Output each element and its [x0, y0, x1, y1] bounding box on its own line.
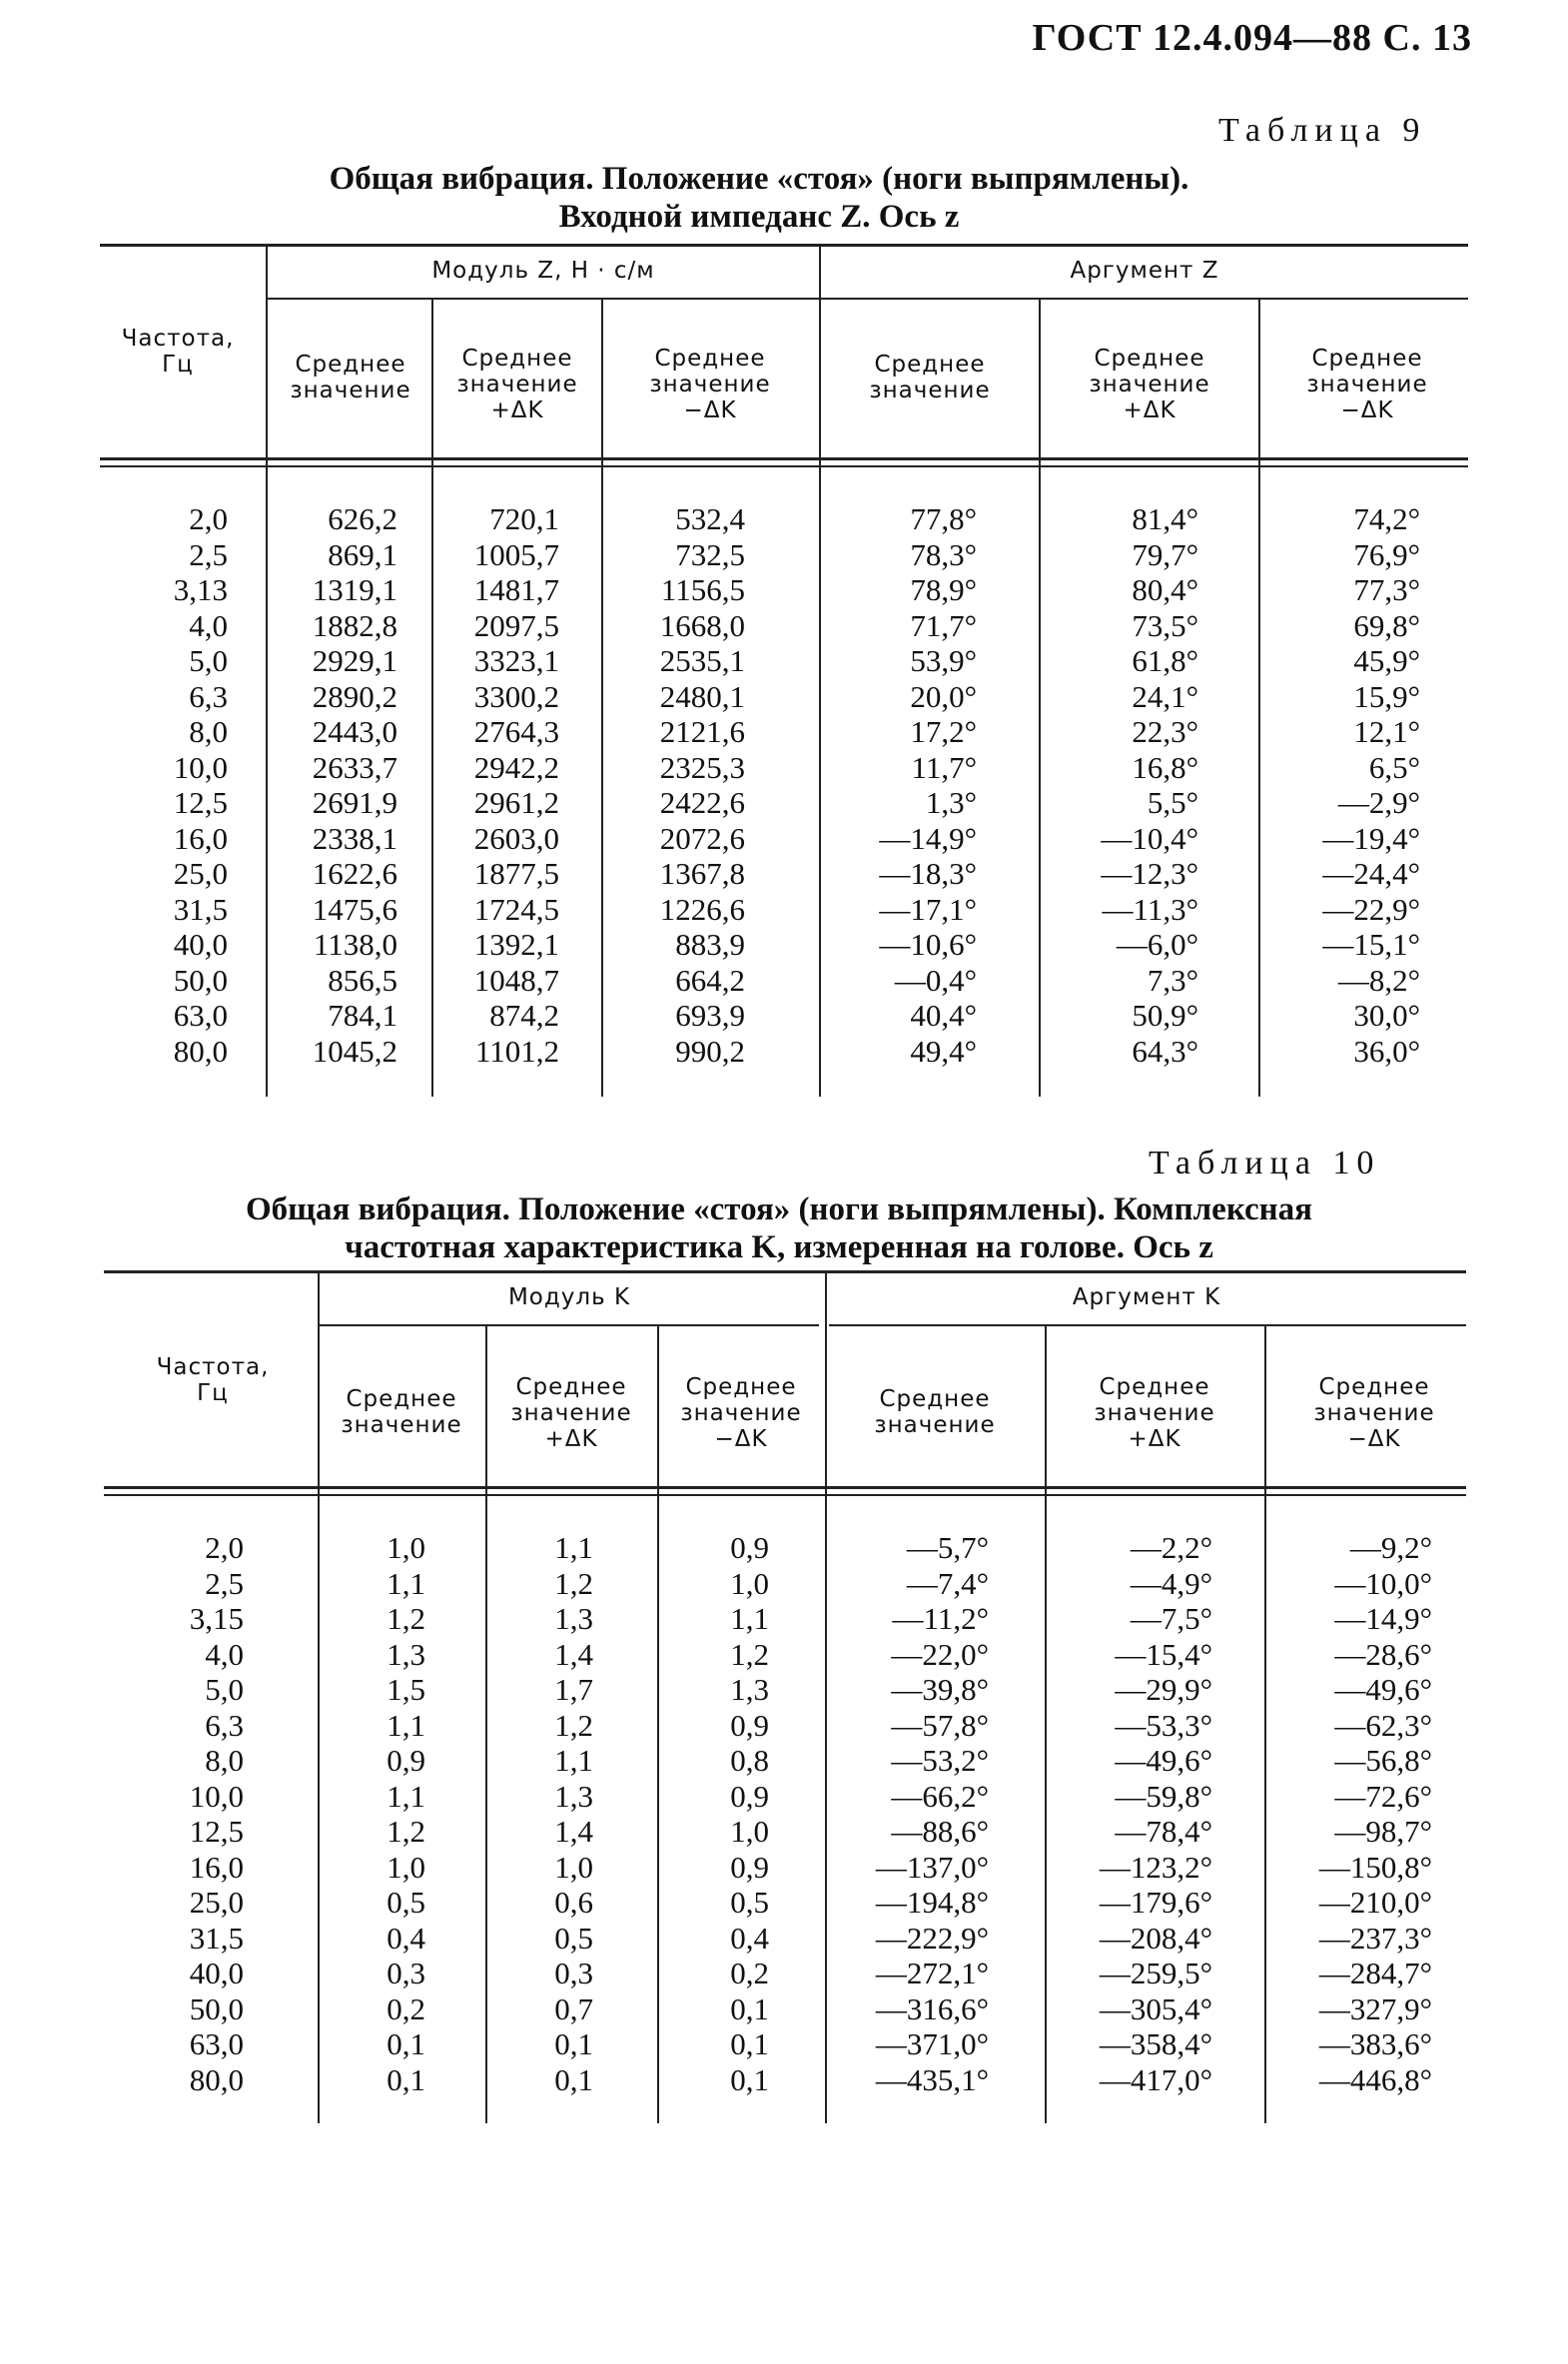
- table-cell: 1,0: [730, 1565, 769, 1601]
- table-cell: 1,3°: [925, 785, 977, 820]
- table-cell: —7,5°: [1130, 1601, 1212, 1636]
- table10-col-arg-mean: [833, 1530, 989, 2097]
- table-cell: —371,0°: [875, 2026, 989, 2061]
- table9-col-arg-plus: [1045, 501, 1198, 1069]
- table-cell: 883,9: [675, 927, 745, 962]
- table10-col-mod-plus: [493, 1530, 593, 2097]
- table-cell: —150,8°: [1318, 1849, 1432, 1885]
- table-cell: 0,9: [730, 1778, 769, 1814]
- table-cell: —7,4°: [906, 1565, 989, 1601]
- table-cell: —10,6°: [879, 927, 977, 962]
- table-cell: 1156,5: [660, 572, 745, 607]
- table-cell: —9,2°: [1349, 1530, 1432, 1565]
- table-cell: 2633,7: [312, 749, 397, 785]
- table-cell: 0,1: [730, 2026, 769, 2061]
- table-cell: —24,4°: [1322, 856, 1420, 891]
- table-cell: 1668,0: [659, 607, 745, 643]
- table-cell: 2603,0: [473, 820, 559, 856]
- table9-vrule: [1258, 298, 1260, 1097]
- table-cell: —194,8°: [875, 1885, 989, 1920]
- table10-title: [150, 1190, 1408, 1266]
- table10-col-arg-minus: [1272, 1530, 1432, 2097]
- table10-title-line2: частотная характеристика K, измеренная на голове. Ось z: [345, 1229, 1213, 1265]
- table9-freq-header: Частота, Гц: [121, 326, 235, 378]
- table-cell: 1,1: [554, 1743, 593, 1778]
- table-cell: 784,1: [328, 998, 397, 1033]
- page-header: ГОСТ 12.4.094—88 С. 13: [1032, 17, 1472, 59]
- table9-vrule: [601, 298, 603, 1097]
- table-cell: 77,3°: [1353, 572, 1420, 607]
- table-cell: 69,8°: [1353, 607, 1420, 643]
- table-cell: 1724,5: [473, 891, 559, 927]
- table-cell: —284,7°: [1318, 1956, 1432, 1990]
- table10-sub-arg-minus: Среднее значение −ΔK: [1313, 1374, 1435, 1452]
- table-cell: 5,0: [189, 643, 228, 678]
- table-cell: —10,0°: [1334, 1565, 1432, 1601]
- table-cell: 3,13: [173, 572, 228, 607]
- table-cell: —237,3°: [1318, 1920, 1432, 1956]
- table-cell: 0,4: [730, 1920, 769, 1956]
- table-cell: —179,6°: [1099, 1885, 1212, 1920]
- table-cell: 61,8°: [1132, 643, 1198, 678]
- table10-header-rule-b: [104, 1494, 1466, 1496]
- table-cell: —12,3°: [1101, 856, 1198, 891]
- table-cell: 1226,6: [659, 891, 745, 927]
- table-cell: 0,7: [554, 1990, 593, 2026]
- table-cell: —5,7°: [906, 1530, 989, 1565]
- table-cell: 4,0: [189, 607, 228, 643]
- table10-col-freq: [140, 1530, 244, 2097]
- table-cell: 990,2: [675, 1033, 745, 1069]
- table-cell: —272,1°: [875, 1956, 989, 1990]
- table-cell: 1877,5: [473, 856, 559, 891]
- table-cell: —19,4°: [1322, 820, 1420, 856]
- table-cell: 720,1: [489, 501, 559, 536]
- table-cell: 71,7°: [910, 607, 977, 643]
- table-cell: 1,3: [730, 1672, 769, 1707]
- table-cell: 2535,1: [659, 643, 745, 678]
- table9-col-mod-mean: [272, 501, 397, 1069]
- table-cell: 1,2: [554, 1565, 593, 1601]
- table-cell: —17,1°: [879, 891, 977, 927]
- table-cell: 1045,2: [312, 1033, 397, 1069]
- table-cell: 0,4: [387, 1920, 425, 1956]
- table-cell: 16,8°: [1132, 749, 1198, 785]
- table9-sub-arg-mean: Среднее значение: [869, 352, 991, 403]
- table-cell: 2764,3: [473, 714, 559, 749]
- table-cell: —435,1°: [875, 2061, 989, 2097]
- table-cell: —15,1°: [1322, 927, 1420, 962]
- table-cell: 2422,6: [659, 785, 745, 820]
- table-cell: 0,2: [387, 1990, 425, 2026]
- table9-top-rule: [100, 244, 1468, 247]
- table9-col-mod-plus: [435, 501, 559, 1069]
- table-cell: 25,0: [173, 856, 228, 891]
- table-cell: —49,6°: [1115, 1743, 1212, 1778]
- table-cell: 1101,2: [474, 1033, 559, 1069]
- table10-title-line1: Общая вибрация. Положение «стоя» (ноги выпрямлены). Комплексная: [245, 1191, 1313, 1227]
- table-cell: 10,0: [189, 1778, 244, 1814]
- table-cell: —305,4°: [1099, 1990, 1212, 2026]
- table9-col-freq: [120, 501, 228, 1069]
- table-cell: 2890,2: [312, 678, 397, 714]
- table-cell: 0,8: [730, 1743, 769, 1778]
- table-cell: 76,9°: [1353, 536, 1420, 572]
- table-cell: 1,3: [387, 1636, 425, 1672]
- table-cell: —88,6°: [891, 1814, 989, 1849]
- table-cell: 1,1: [387, 1707, 425, 1743]
- table-cell: —316,6°: [875, 1990, 989, 2026]
- table-cell: —29,9°: [1115, 1672, 1212, 1707]
- table-cell: 2942,2: [473, 749, 559, 785]
- table-cell: 15,9°: [1353, 678, 1420, 714]
- table-cell: 63,0: [189, 2026, 244, 2061]
- table-cell: —11,3°: [1102, 891, 1198, 927]
- table-cell: —137,0°: [875, 1849, 989, 1885]
- table9-argument-header: Аргумент Z: [1070, 258, 1219, 284]
- table-cell: —0,4°: [894, 962, 977, 998]
- table-cell: 856,5: [328, 962, 397, 998]
- table-cell: 1,5: [387, 1672, 425, 1707]
- table-cell: 2,5: [205, 1565, 244, 1601]
- table-cell: 6,5°: [1368, 749, 1420, 785]
- table-cell: —56,8°: [1334, 1743, 1432, 1778]
- table-cell: 2929,1: [312, 643, 397, 678]
- table9-sub-arg-minus: Среднее значение −ΔK: [1306, 346, 1428, 423]
- table-cell: 532,4: [675, 501, 745, 536]
- table9-sub-plus: Среднее значение +ΔK: [456, 346, 578, 423]
- table-cell: —18,3°: [879, 856, 977, 891]
- table10-vrule: [1045, 1324, 1047, 2123]
- table-cell: 0,5: [554, 1920, 593, 1956]
- table-cell: 16,0: [189, 1849, 244, 1885]
- table-cell: 0,1: [730, 1990, 769, 2026]
- table-cell: —62,3°: [1334, 1707, 1432, 1743]
- table9-group-rule-1: [268, 298, 819, 300]
- table-cell: 0,1: [554, 2026, 593, 2061]
- table-cell: —39,8°: [891, 1672, 989, 1707]
- table-cell: 74,2°: [1353, 501, 1420, 536]
- table-cell: 2,5: [189, 536, 228, 572]
- table-cell: 1,0: [730, 1814, 769, 1849]
- table-cell: 874,2: [489, 998, 559, 1033]
- table9-title: [180, 160, 1338, 236]
- table-cell: 1,0: [387, 1849, 425, 1885]
- table-cell: 1,2: [387, 1814, 425, 1849]
- table-cell: 5,5°: [1147, 785, 1198, 820]
- table-cell: 626,2: [328, 501, 397, 536]
- table-cell: 63,0: [173, 998, 228, 1033]
- table-cell: 1,1: [387, 1565, 425, 1601]
- table-cell: —15,4°: [1115, 1636, 1212, 1672]
- table-cell: 5,0: [205, 1672, 244, 1707]
- table9-vrule: [1039, 298, 1041, 1097]
- table-cell: 1,3: [554, 1601, 593, 1636]
- table10-vrule: [1264, 1324, 1266, 2123]
- table9-header-rule-a: [100, 457, 1468, 460]
- table-cell: 30,0°: [1353, 998, 1420, 1033]
- table-cell: 1,4: [554, 1814, 593, 1849]
- table10-group-rule-1: [320, 1324, 819, 1326]
- table-cell: 25,0: [189, 1885, 244, 1920]
- table10-top-rule: [104, 1270, 1466, 1273]
- table-cell: 40,0: [189, 1956, 244, 1990]
- table-cell: 2121,6: [659, 714, 745, 749]
- table-cell: —22,9°: [1322, 891, 1420, 927]
- table-cell: 24,1°: [1132, 678, 1198, 714]
- table-cell: 1367,8: [659, 856, 745, 891]
- table9-title-line1: Общая вибрация. Положение «стоя» (ноги выпрямлены).: [329, 161, 1189, 197]
- table-cell: 1882,8: [312, 607, 397, 643]
- table-cell: 0,1: [730, 2061, 769, 2097]
- table-cell: 6,3: [189, 678, 228, 714]
- table-cell: 10,0: [173, 749, 228, 785]
- table10-vrule: [657, 1324, 659, 2123]
- table10-argument-header: Аргумент K: [1072, 1284, 1221, 1310]
- table-cell: 2338,1: [312, 820, 397, 856]
- table-cell: 80,0: [189, 2061, 244, 2097]
- table-cell: 78,3°: [910, 536, 977, 572]
- table-cell: 22,3°: [1132, 714, 1198, 749]
- table-cell: 11,7°: [911, 749, 977, 785]
- table-cell: 6,3: [205, 1707, 244, 1743]
- table9-sub-mean: Среднее значение: [290, 352, 411, 403]
- table10-label: Таблица 10: [1149, 1145, 1381, 1182]
- table-cell: 1,1: [387, 1778, 425, 1814]
- table-cell: 81,4°: [1132, 501, 1198, 536]
- table-cell: —98,7°: [1334, 1814, 1432, 1849]
- table10-col-arg-plus: [1053, 1530, 1212, 2097]
- table-cell: —14,9°: [879, 820, 977, 856]
- table10-sub-mean: Среднее значение: [341, 1386, 462, 1438]
- table9-label: Таблица 9: [1218, 112, 1427, 149]
- table-cell: 2443,0: [312, 714, 397, 749]
- table10-sub-minus: Среднее значение −ΔK: [680, 1374, 802, 1452]
- table-cell: 12,5: [173, 785, 228, 820]
- table10-sub-arg-plus: Среднее значение +ΔK: [1094, 1374, 1215, 1452]
- table10-modulus-header: Модуль K: [507, 1284, 631, 1310]
- table10-sub-plus: Среднее значение +ΔK: [510, 1374, 632, 1452]
- table-cell: —2,2°: [1130, 1530, 1212, 1565]
- table-cell: —53,3°: [1115, 1707, 1212, 1743]
- table-cell: 869,1: [328, 536, 397, 572]
- table-cell: 693,9: [675, 998, 745, 1033]
- table-cell: 2691,9: [312, 785, 397, 820]
- table-cell: —2,9°: [1337, 785, 1420, 820]
- table-cell: 664,2: [675, 962, 745, 998]
- table-cell: 78,9°: [910, 572, 977, 607]
- table9-header-rule-b: [100, 465, 1468, 467]
- table-cell: 80,0: [173, 1033, 228, 1069]
- table-cell: —11,2°: [892, 1601, 989, 1636]
- table-cell: —72,6°: [1334, 1778, 1432, 1814]
- table9-vrule: [266, 246, 268, 1097]
- table-cell: 40,4°: [910, 998, 977, 1033]
- table-cell: —417,0°: [1099, 2061, 1212, 2097]
- table-cell: 45,9°: [1353, 643, 1420, 678]
- table-cell: —4,9°: [1130, 1565, 1212, 1601]
- table-cell: 732,5: [675, 536, 745, 572]
- table-cell: —8,2°: [1337, 962, 1420, 998]
- table-cell: —446,8°: [1318, 2061, 1432, 2097]
- table-cell: 0,3: [387, 1956, 425, 1990]
- table-cell: 53,9°: [910, 643, 977, 678]
- table-cell: —78,4°: [1115, 1814, 1212, 1849]
- table-cell: 73,5°: [1132, 607, 1198, 643]
- table-cell: 3323,1: [473, 643, 559, 678]
- table-cell: 50,0: [173, 962, 228, 998]
- table10-col-mod-minus: [665, 1530, 769, 2097]
- table-cell: 80,4°: [1132, 572, 1198, 607]
- table-cell: 7,3°: [1147, 962, 1198, 998]
- table-cell: —327,9°: [1318, 1990, 1432, 2026]
- table-cell: 1,2: [554, 1707, 593, 1743]
- table-cell: 2072,6: [659, 820, 745, 856]
- table-cell: 1,2: [387, 1601, 425, 1636]
- table-cell: 0,1: [387, 2061, 425, 2097]
- table-cell: 1,4: [554, 1636, 593, 1672]
- table10-vrule: [318, 1272, 320, 2123]
- table-cell: 2480,1: [659, 678, 745, 714]
- table-cell: 4,0: [205, 1636, 244, 1672]
- table-cell: 1,1: [554, 1530, 593, 1565]
- table-cell: —22,0°: [891, 1636, 989, 1672]
- table9-sub-minus: Среднее значение −ΔK: [649, 346, 771, 423]
- table-cell: 0,2: [730, 1956, 769, 1990]
- table-cell: —10,4°: [1101, 820, 1198, 856]
- table-cell: 1,7: [554, 1672, 593, 1707]
- table-cell: 20,0°: [910, 678, 977, 714]
- table10-header-rule-a: [104, 1486, 1466, 1489]
- table-cell: 8,0: [205, 1743, 244, 1778]
- table-cell: —259,5°: [1099, 1956, 1212, 1990]
- table9-col-mod-minus: [609, 501, 745, 1069]
- table10-freq-header: Частота, Гц: [156, 1354, 270, 1406]
- table-cell: 1138,0: [313, 927, 397, 962]
- table-cell: 31,5: [173, 891, 228, 927]
- table-cell: 1475,6: [312, 891, 397, 927]
- table-cell: —208,4°: [1099, 1920, 1212, 1956]
- table-cell: 49,4°: [910, 1033, 977, 1069]
- table-cell: 1319,1: [312, 572, 397, 607]
- table-cell: 0,9: [730, 1530, 769, 1565]
- table-cell: 1,0: [387, 1530, 425, 1565]
- table10-col-mod-mean: [330, 1530, 425, 2097]
- table-cell: 1005,7: [473, 536, 559, 572]
- table9-title-line2: Входной импеданс Z. Ось z: [558, 199, 960, 235]
- table-cell: —57,8°: [891, 1707, 989, 1743]
- table-cell: 1,1: [730, 1601, 769, 1636]
- table-cell: 1,3: [554, 1778, 593, 1814]
- table-cell: 40,0: [173, 927, 228, 962]
- table-cell: —59,8°: [1115, 1778, 1212, 1814]
- table-cell: 2097,5: [473, 607, 559, 643]
- table9-vrule: [819, 246, 821, 1097]
- table9-col-arg-mean: [825, 501, 977, 1069]
- table-cell: —49,6°: [1334, 1672, 1432, 1707]
- table10-vrule: [485, 1324, 487, 2123]
- table-cell: 8,0: [189, 714, 228, 749]
- table-cell: 0,5: [730, 1885, 769, 1920]
- table-cell: 1048,7: [473, 962, 559, 998]
- table-cell: —383,6°: [1318, 2026, 1432, 2061]
- table-cell: 1622,6: [312, 856, 397, 891]
- table-cell: 50,0: [189, 1990, 244, 2026]
- table-cell: 16,0: [173, 820, 228, 856]
- table-cell: 36,0°: [1353, 1033, 1420, 1069]
- table-cell: 79,7°: [1132, 536, 1198, 572]
- table-cell: —14,9°: [1334, 1601, 1432, 1636]
- table-cell: —28,6°: [1334, 1636, 1432, 1672]
- table-cell: 12,5: [189, 1814, 244, 1849]
- table-cell: —123,2°: [1099, 1849, 1212, 1885]
- table-cell: —66,2°: [891, 1778, 989, 1814]
- table9-modulus-header: Модуль Z, Н · с/м: [431, 258, 655, 284]
- table10-vrule: [825, 1272, 827, 2123]
- table-cell: 0,9: [730, 1849, 769, 1885]
- table-cell: —210,0°: [1318, 1885, 1432, 1920]
- table-cell: 1,2: [730, 1636, 769, 1672]
- table-cell: 0,1: [554, 2061, 593, 2097]
- table10-sub-arg-mean: Среднее значение: [874, 1386, 996, 1438]
- table10-group-rule-2: [829, 1324, 1466, 1326]
- table-cell: 50,9°: [1132, 998, 1198, 1033]
- table-cell: 17,2°: [910, 714, 977, 749]
- table-cell: 64,3°: [1132, 1033, 1198, 1069]
- table-cell: 2961,2: [473, 785, 559, 820]
- table9-col-arg-minus: [1264, 501, 1420, 1069]
- table-cell: 0,9: [387, 1743, 425, 1778]
- table-cell: 0,1: [387, 2026, 425, 2061]
- table-cell: 1,0: [554, 1849, 593, 1885]
- table-cell: 2,0: [205, 1530, 244, 1565]
- table9-group-rule-2: [821, 298, 1468, 300]
- table-cell: 2,0: [189, 501, 228, 536]
- table-cell: 0,6: [554, 1885, 593, 1920]
- table-cell: 0,3: [554, 1956, 593, 1990]
- table9-sub-arg-plus: Среднее значение +ΔK: [1089, 346, 1210, 423]
- table-cell: 1481,7: [473, 572, 559, 607]
- table-cell: 0,9: [730, 1707, 769, 1743]
- table-cell: 77,8°: [910, 501, 977, 536]
- table-cell: —222,9°: [875, 1920, 989, 1956]
- table9-vrule: [431, 298, 433, 1097]
- table-cell: 0,5: [387, 1885, 425, 1920]
- table-cell: 3300,2: [473, 678, 559, 714]
- table-cell: —53,2°: [891, 1743, 989, 1778]
- table-cell: 31,5: [189, 1920, 244, 1956]
- table-cell: —6,0°: [1116, 927, 1198, 962]
- table-cell: 2325,3: [659, 749, 745, 785]
- table-cell: 1392,1: [473, 927, 559, 962]
- table-cell: 12,1°: [1353, 714, 1420, 749]
- table-cell: —358,4°: [1099, 2026, 1212, 2061]
- table-cell: 3,15: [189, 1601, 244, 1636]
